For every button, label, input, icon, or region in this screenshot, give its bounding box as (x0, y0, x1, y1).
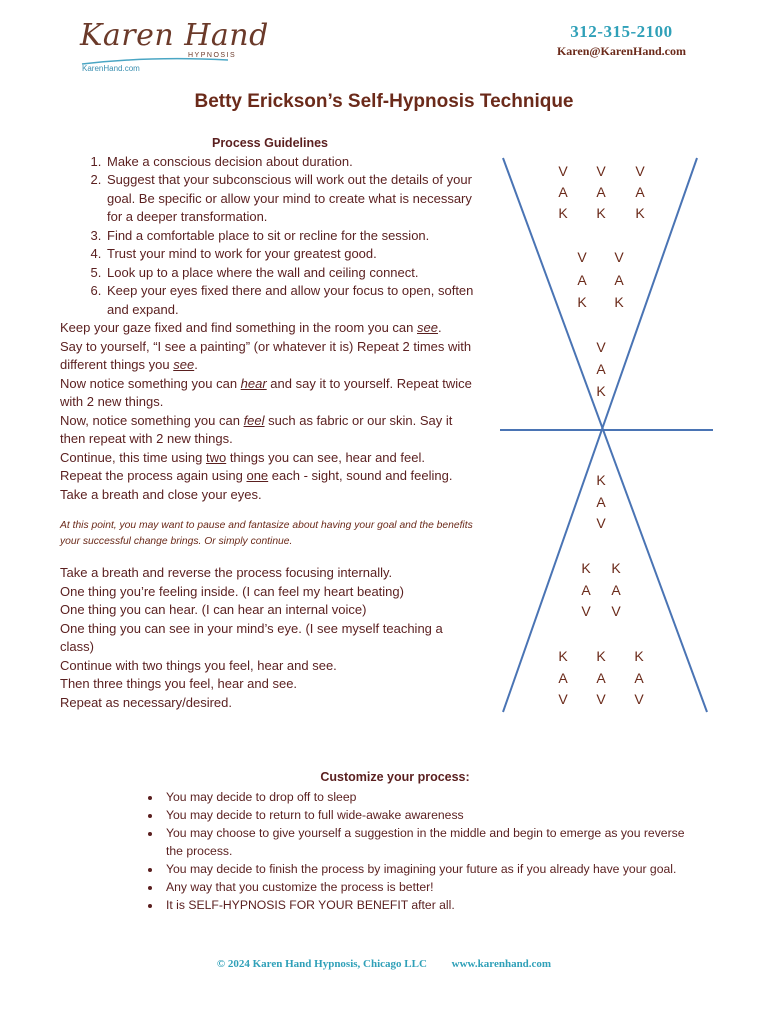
process-steps (60, 153, 480, 320)
letter-a: A (596, 184, 606, 200)
letter-k: K (558, 205, 568, 221)
instruction-two: Continue, this time using two things you can see, hear and feel. (60, 449, 425, 465)
italic-note: At this point, you may want to pause and fantasize about having your goal and the benefits your successful change brings. Or simply continue. (60, 520, 473, 547)
letter-k: K (577, 294, 587, 310)
main-content (60, 134, 480, 712)
letter-a: A (558, 184, 568, 200)
hourglass-lines (495, 150, 720, 720)
logo-brand: Karen Hand (80, 18, 269, 53)
list-item: • You may decide to drop off to sleep (162, 788, 690, 806)
list-item: 6. Keep your eyes fixed there and allow your focus to open, soften and expand. (105, 282, 480, 319)
website-link[interactable]: www.karenhand.com (451, 958, 552, 970)
list-item: • You may decide to return to full wide-awake awareness (162, 806, 690, 824)
letter-v: V (596, 339, 606, 355)
list-item: • It is SELF-HYPNOSIS FOR YOUR BENEFIT after all. (162, 896, 690, 914)
letter-v: V (635, 163, 645, 179)
letter-k: K (558, 648, 568, 664)
contact-block (557, 22, 686, 59)
list-item: 4. Trust your mind to work for your greatest good. (105, 245, 480, 264)
list-item: • Any way that you customize the process is better! (162, 878, 690, 896)
customize-heading: Customize your process: (320, 770, 470, 784)
instruction-feel: Now, notice something you can feel such as fabric or our skin. Say it then repeat with 2 new things. (60, 412, 453, 446)
reverse-line: One thing you’re feeling inside. (I can feel my heart beating) (60, 583, 404, 599)
instruction-see: Keep your gaze fixed and find something in the room you can see. (60, 320, 442, 335)
letter-k: K (634, 648, 644, 664)
instruction-repeat: Say to yourself, “I see a painting” (or whatever it is) Repeat 2 times with different things you see. (60, 338, 472, 372)
customize-list (100, 788, 690, 914)
letter-a: A (596, 670, 606, 686)
reverse-line: One thing you can see in your mind’s eye. (I see myself teaching a class) (60, 620, 443, 654)
letter-v: V (596, 691, 606, 707)
copyright-text: © 2024 Karen Hand Hypnosis, Chicago LLC (216, 958, 427, 970)
letter-a: A (596, 361, 606, 377)
list-item: 3. Find a comfortable place to sit or recline for the session. (105, 227, 480, 246)
letter-k: K (596, 648, 606, 664)
letter-a: A (614, 272, 624, 288)
letter-v: V (577, 249, 587, 265)
reverse-line: One thing you can hear. (I can hear an internal voice) (60, 602, 367, 617)
list-item: 2. Suggest that your subconscious will work out the details of your goal. Be specific or allow your mind to create what is necessary for a deeper transformation. (105, 171, 480, 227)
letter-v: V (596, 515, 606, 531)
list-item: 1. Make a conscious decision about duration. (105, 153, 480, 172)
letter-v: V (634, 691, 644, 707)
customize-section (100, 768, 690, 914)
email-address[interactable]: Karen@KarenHand.com (556, 44, 686, 58)
letter-a: A (634, 670, 644, 686)
letter-a: A (596, 494, 606, 510)
letter-k: K (581, 560, 591, 576)
letter-k: K (596, 205, 606, 221)
letter-v: V (581, 603, 591, 619)
letter-v: V (596, 163, 606, 179)
logo (80, 18, 269, 78)
letter-k: K (596, 383, 606, 399)
letter-k: K (614, 294, 624, 310)
page-title: Betty Erickson’s Self-Hypnosis Technique (194, 91, 574, 112)
letter-a: A (581, 582, 591, 598)
logo-url: KarenHand.com (82, 64, 140, 73)
logo-subtitle: HYPNOSIS (188, 52, 237, 59)
reverse-line: Take a breath and reverse the process focusing internally. (60, 565, 393, 580)
letter-v: V (611, 603, 621, 619)
footer (0, 958, 768, 970)
letter-v: V (614, 249, 624, 265)
letter-k: K (611, 560, 621, 576)
reverse-line: Then three things you feel, hear and see. (60, 676, 298, 691)
phone-number[interactable]: 312-315-2100 (570, 22, 673, 41)
letter-a: A (635, 184, 645, 200)
letter-v: V (558, 691, 568, 707)
list-item: • You may choose to give yourself a suggestion in the middle and begin to emerge as you reverse the process. (162, 824, 690, 860)
instruction-close-eyes: Take a breath and close your eyes. (60, 486, 262, 502)
reverse-line: Repeat as necessary/desired. (60, 694, 232, 710)
letter-v: V (558, 163, 568, 179)
process-heading: Process Guidelines (211, 136, 329, 150)
letter-a: A (558, 670, 568, 686)
list-item: 5. Look up to a place where the wall and ceiling connect. (105, 264, 480, 283)
instruction-hear: Now notice something you can hear and say it to yourself. Repeat twice with 2 new things. (60, 375, 472, 409)
list-item: • You may decide to finish the process by imagining your future as if you already have your goal. (162, 860, 690, 878)
instruction-one: Repeat the process again using one each - sight, sound and feeling. (60, 468, 453, 483)
letter-k: K (596, 472, 606, 488)
vak-diagram (495, 150, 720, 720)
letter-a: A (577, 272, 587, 288)
letter-k: K (635, 205, 645, 221)
letter-a: A (611, 582, 621, 598)
reverse-line: Continue with two things you feel, hear and see. (60, 657, 337, 673)
